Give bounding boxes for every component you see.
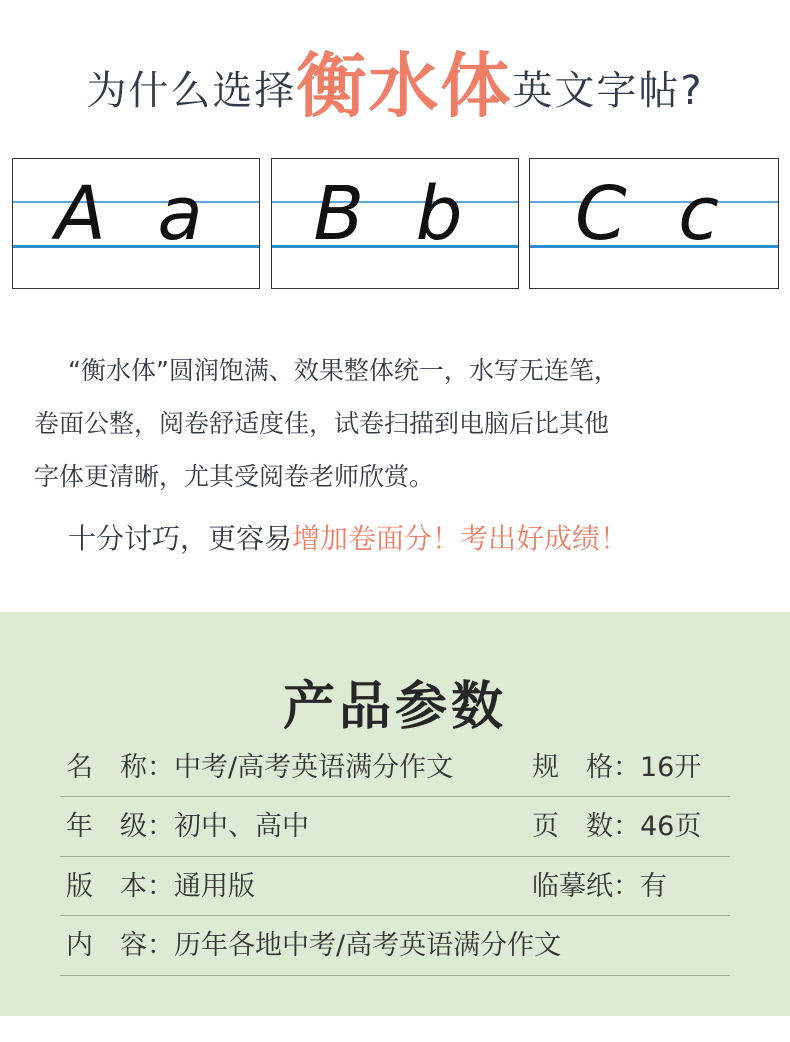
product-params-section [0,612,790,1016]
headline-highlight: 衡水体 [296,45,513,127]
letter-pair: B b [313,171,477,257]
row-divider [60,975,730,976]
letter-card-c [529,158,779,289]
benefit-highlight: 增加卷面分！考出好成绩！ [292,522,629,555]
param-row [60,857,730,916]
param-left: 名 称：中考/高考英语满分作文 [66,752,454,783]
benefit-line [34,512,790,565]
param-row [60,916,730,975]
description-line: “衡水体”圆润饱满、效果整体统一，水写无连笔， [68,356,619,385]
letter-pair: C c [575,171,733,257]
param-row [60,797,730,856]
letter-pair: A a [55,171,217,257]
letter-card-a [12,158,260,289]
description-line: 卷面公整，阅卷舒适度佳，试卷扫描到电脑后比其他 [34,409,610,438]
param-left: 内 容：历年各地中考/高考英语满分作文 [66,930,562,961]
bottom-margin [0,1016,790,1042]
headline-suffix: 英文字帖? [512,68,704,114]
param-row [60,738,730,797]
letter-sample-cards [12,158,779,291]
headline-prefix: 为什么选择 [86,68,297,114]
params-title: 产品参数 [282,677,507,737]
page-headline [0,30,790,131]
param-left: 年 级：初中、高中 [66,811,309,842]
param-right: 页 数：46页 [532,811,702,842]
param-left: 版 本：通用版 [66,871,255,902]
description-line: 字体更清晰，尤其受阅卷老师欣赏。 [34,462,435,491]
letter-card-b [271,158,519,289]
benefit-plain: 十分讨巧，更容易 [68,522,293,555]
param-right: 规 格：16开 [532,752,702,783]
description-paragraph [34,344,759,503]
param-right: 临摹纸：有 [532,871,667,902]
